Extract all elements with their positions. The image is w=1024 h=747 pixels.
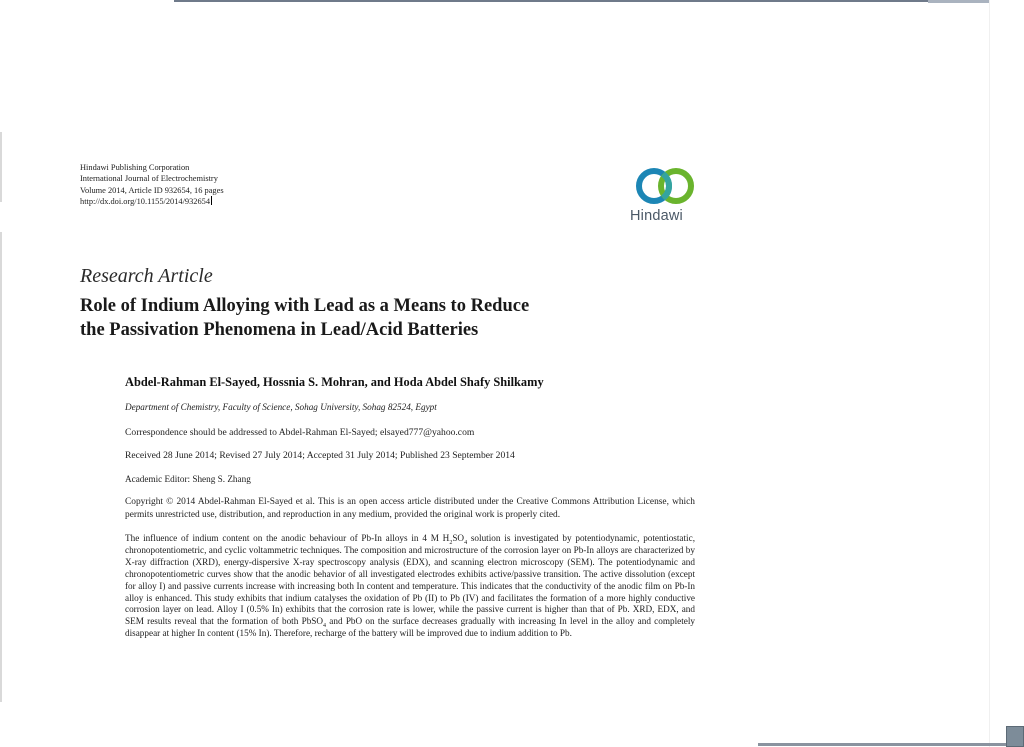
academic-editor: Academic Editor: Sheng S. Zhang bbox=[125, 474, 251, 484]
title-line-2: the Passivation Phenomena in Lead/Acid Batteries bbox=[80, 320, 479, 340]
horizontal-scrollbar[interactable] bbox=[758, 743, 1006, 746]
subscript: 2 bbox=[449, 539, 453, 546]
publication-info bbox=[80, 162, 224, 207]
correspondence: Correspondence should be addressed to Abdel-Rahman El-Sayed; elsayed777@yahoo.com bbox=[125, 427, 475, 438]
abstract-text-3: solution is investigated by potentiodynamic, potentiostatic, chronopotentiometric, and cyclic voltammetric techniques. The composition and microstructure of the corrosion layer on Pb-In alloys are characterized by X-ray diffraction (XRD), energy-dispersive X-ray spectroscopy analysis (EDX), and scanning electron microscopy (SEM). The potentiodynamic and chronopotentiometric curves show that the anodic behavior of all investigated electrodes exhibits active/passive transition. The active dissolution (except for alloy I) and passive currents increase with increasing both In content and temperature. This indicates that the conductivity of the anodic film on Pb-In alloy is enhanced. This study exhibits that indium catalyses the oxidation of Pb (II) to Pb (IV) and facilitates the formation of a more highly conductive corrosion layer on lead. Alloy I (0.5% In) exhibits that the corrosion rate is lower, while the passive current is higher than that of Pb. XRD, EDX, and SEM results reveal that the formation of both PbSO bbox=[125, 533, 695, 627]
title-line-1: Role of Indium Alloying with Lead as a Means to Reduce bbox=[80, 296, 530, 316]
viewer-right-margin bbox=[989, 0, 1024, 747]
affiliation: Department of Chemistry, Faculty of Science, Sohag University, Sohag 82524, Egypt bbox=[125, 402, 437, 412]
doi-link[interactable]: http://dx.doi.org/10.1155/2014/932654 bbox=[80, 196, 211, 206]
scrollbar-corner-button[interactable] bbox=[1006, 726, 1024, 747]
volume-info: Volume 2014, Article ID 932654, 16 pages bbox=[80, 185, 224, 195]
article-title bbox=[80, 294, 680, 342]
journal-name: International Journal of Electrochemistry bbox=[80, 174, 218, 184]
article-type: Research Article bbox=[80, 265, 213, 287]
abstract-text-2: SO bbox=[452, 533, 465, 543]
hindawi-logo-text: Hindawi bbox=[630, 208, 683, 224]
page-left-edge bbox=[0, 132, 2, 202]
text-cursor bbox=[211, 196, 212, 205]
window-top-rule bbox=[174, 0, 992, 2]
publisher-name: Hindawi Publishing Corporation bbox=[80, 163, 190, 172]
subscript: 4 bbox=[464, 539, 468, 546]
page-left-edge-lower bbox=[0, 232, 2, 702]
abstract bbox=[125, 533, 695, 640]
copyright-notice: Copyright © 2014 Abdel-Rahman El-Sayed et al. This is an open access article distributed under the Creative Commons Attribution License, which permits unrestricted use, distribution, and reproduction in any medium, provided the original work is properly cited. bbox=[125, 497, 695, 520]
subscript: 4 bbox=[323, 623, 327, 630]
abstract-text-1: The influence of indium content on the anodic behaviour of Pb-In alloys in 4 M H bbox=[125, 533, 450, 543]
publication-dates: Received 28 June 2014; Revised 27 July 2014; Accepted 31 July 2014; Published 23 September 2014 bbox=[125, 450, 515, 461]
author-list: Abdel-Rahman El-Sayed, Hossnia S. Mohran, and Hoda Abdel Shafy Shilkamy bbox=[125, 375, 544, 389]
abstract-text-4: and PbO on the surface decreases gradually with increasing In level in the alloy and completely disappear at higher In content (15% In). Therefore, recharge of the battery will be improved due to indium addition to Pb. bbox=[125, 616, 695, 639]
